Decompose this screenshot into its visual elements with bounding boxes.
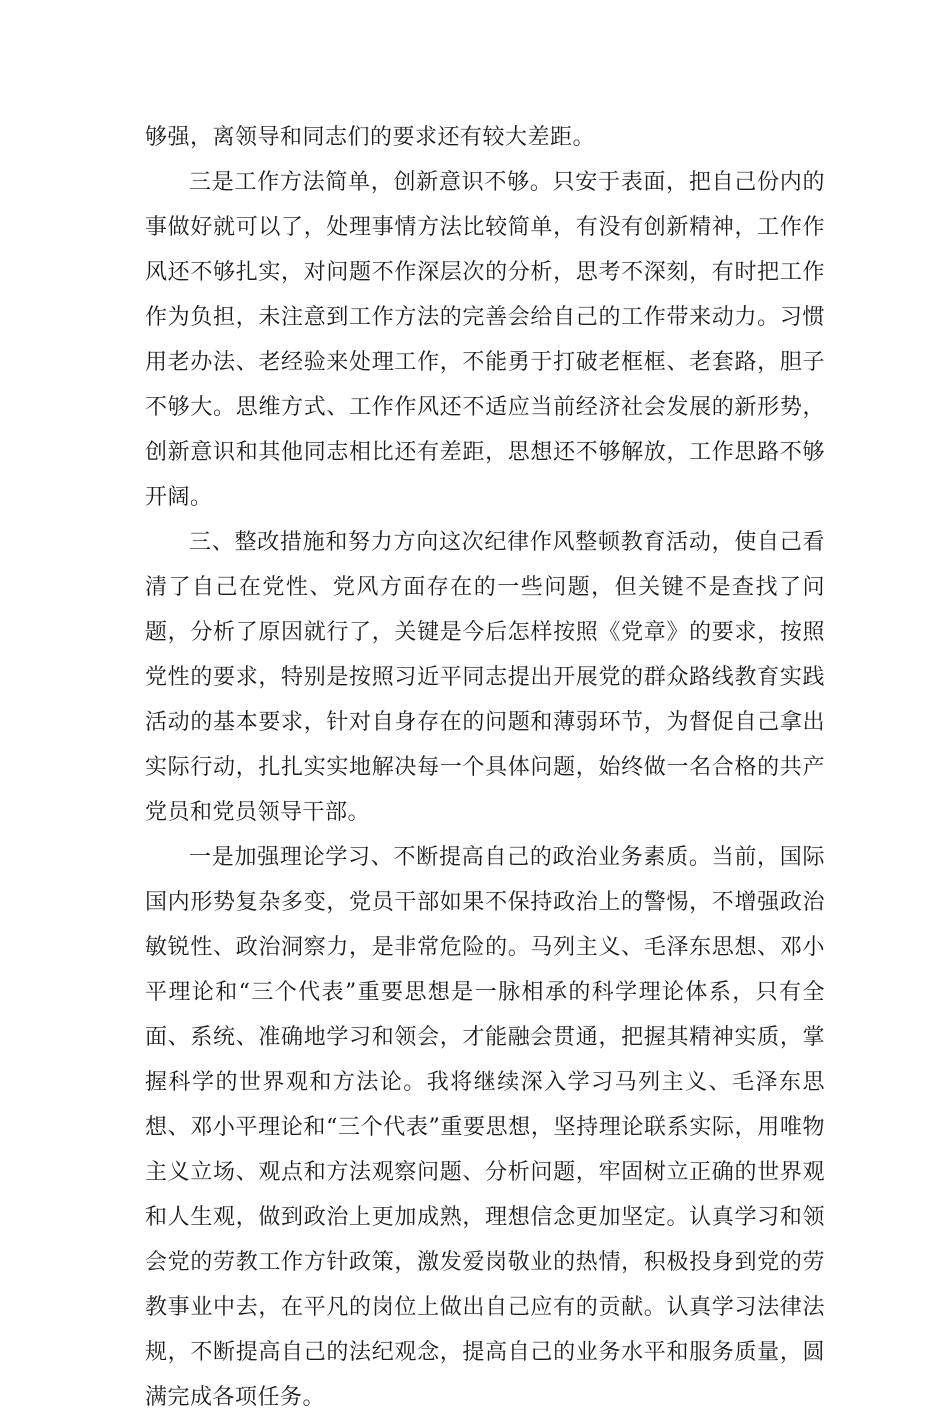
paragraph-theory-study: 一是加强理论学习、不断提高自己的政治业务素质。当前，国际国内形势复杂多变，党员干部如果不保持政治上的警惕，不增强政治敏锐性、政治洞察力，是非常危险的。马列主义、毛泽东思想、邓小平理论和“三个代表”重要思想是一脉相承的科学理论体系，只有全面、系统、准确地学习和领会，才能融会贯通，把握其精神实质，掌握科学的世界观和方法论。我将继续深入学习马列主义、毛泽东思想、邓小平理论和“三个代表”重要思想，坚持理论联系实际，用唯物主义立场、观点和方法观察问题、分析问题，牢固树立正确的世界观和人生观，做到政治上更加成熟，理想信念更加坚定。认真学习和领会党的劳教工作方针政策，激发爱岗敬业的热情，积极投身到党的劳教事业中去，在平凡的岗位上做出自己应有的贡献。认真学习法律法规，不断提高自己的法纪观念，提高自己的业务水平和服务质量，圆满完成各项任务。: [145, 845, 825, 1410]
document-body: [145, 115, 825, 1420]
paragraph-work-method: 三是工作方法简单，创新意识不够。只安于表面，把自己份内的事做好就可以了，处理事情方法比较简单，有没有创新精神，工作作风还不够扎实，对问题不作深层次的分析，思考不深刻，有时把工作作为负担，未注意到工作方法的完善会给自己的工作带来动力。习惯用老办法、老经验来处理工作，不能勇于打破老框框、老套路，胆子不够大。思维方式、工作作风还不适应当前经济社会发展的新形势，创新意识和其他同志相比还有差距，思想还不够解放，工作思路不够开阔。: [145, 170, 825, 510]
paragraph-rectification-measures: 三、整改措施和努力方向这次纪律作风整顿教育活动，使自己看清了自己在党性、党风方面存在的一些问题，但关键不是查找了问题，分析了原因就行了，关键是今后怎样按照《党章》的要求，按照党性的要求，特别是按照习近平同志提出开展党的群众路线教育实践活动的基本要求，针对自身存在的问题和薄弱环节，为督促自己拿出实际行动，扎扎实实地解决每一个具体问题，始终做一名合格的共产党员和党员领导干部。: [145, 530, 825, 825]
paragraph-continuation: 够强，离领导和同志们的要求还有较大差距。: [145, 125, 596, 150]
